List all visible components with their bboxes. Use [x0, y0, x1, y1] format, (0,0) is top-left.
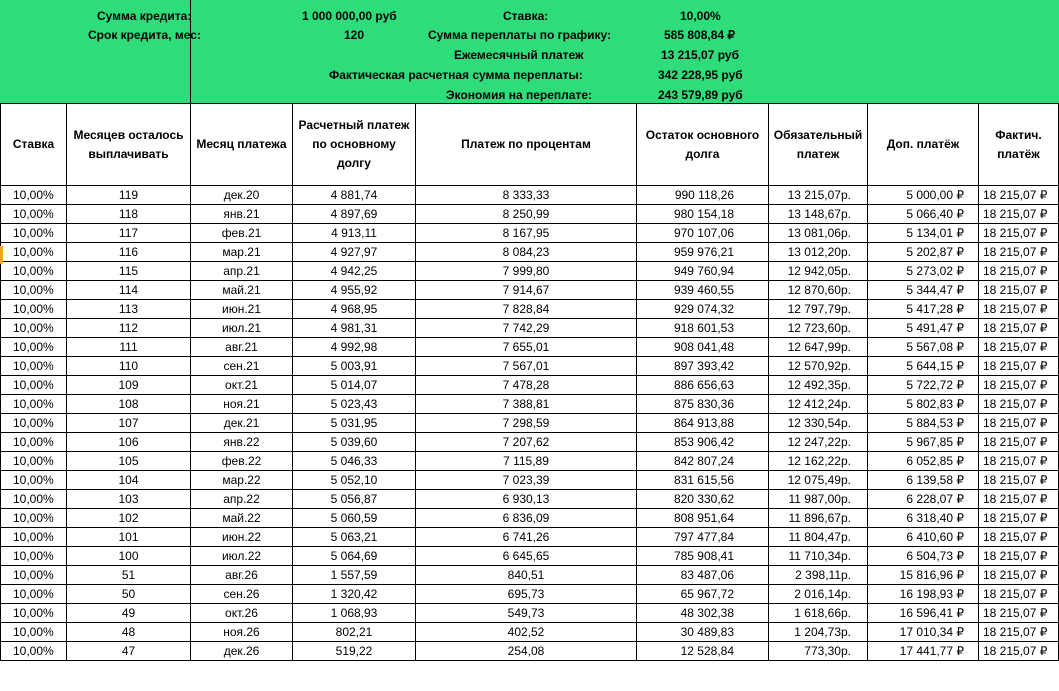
cell-extra-payment[interactable]: 5 134,01 ₽ [868, 224, 979, 243]
cell-actual-payment[interactable]: 18 215,07 ₽ [979, 604, 1059, 623]
cell-rate[interactable]: 10,00% [1, 604, 67, 623]
cell-actual-payment[interactable]: 18 215,07 ₽ [979, 490, 1059, 509]
cell-payment-month[interactable]: май.22 [191, 509, 293, 528]
cell-extra-payment[interactable]: 5 491,47 ₽ [868, 319, 979, 338]
table-row [1, 395, 1059, 414]
cell-interest-payment[interactable]: 7 298,59 [416, 414, 637, 433]
cell-actual-payment[interactable]: 18 215,07 ₽ [979, 471, 1059, 490]
cell-interest-payment[interactable]: 7 999,80 [416, 262, 637, 281]
cell-months-left[interactable]: 101 [67, 528, 191, 547]
cell-extra-payment[interactable]: 15 816,96 ₽ [868, 566, 979, 585]
cell-principal-payment[interactable]: 802,21 [293, 623, 416, 642]
cell-interest-payment[interactable]: 6 836,09 [416, 509, 637, 528]
cell-required-payment[interactable]: 2 016,14р. [769, 585, 868, 604]
cell-interest-payment[interactable]: 7 567,01 [416, 357, 637, 376]
cell-interest-payment[interactable]: 8 333,33 [416, 186, 637, 205]
cell-months-left[interactable]: 47 [67, 642, 191, 661]
cell-rate[interactable]: 10,00% [1, 338, 67, 357]
cell-principal-payment[interactable]: 5 031,95 [293, 414, 416, 433]
cell-extra-payment[interactable]: 5 567,08 ₽ [868, 338, 979, 357]
cell-interest-payment[interactable]: 7 388,81 [416, 395, 637, 414]
cell-rate[interactable]: 10,00% [1, 281, 67, 300]
table-row [1, 642, 1059, 661]
table-row [1, 433, 1059, 452]
cell-remaining-principal[interactable]: 83 487,06 [637, 566, 769, 585]
cell-principal-payment[interactable]: 1 557,59 [293, 566, 416, 585]
cell-payment-month[interactable]: июн.22 [191, 528, 293, 547]
table-row [1, 604, 1059, 623]
cell-actual-payment[interactable]: 18 215,07 ₽ [979, 262, 1059, 281]
cell-actual-payment[interactable]: 18 215,07 ₽ [979, 414, 1059, 433]
cell-remaining-principal[interactable]: 886 656,63 [637, 376, 769, 395]
header-interest-payment[interactable]: Платеж по процентам [416, 104, 637, 186]
cell-actual-payment[interactable]: 18 215,07 ₽ [979, 509, 1059, 528]
cell-interest-payment[interactable]: 254,08 [416, 642, 637, 661]
cell-remaining-principal[interactable]: 980 154,18 [637, 205, 769, 224]
cell-remaining-principal[interactable]: 864 913,88 [637, 414, 769, 433]
cell-actual-payment[interactable]: 18 215,07 ₽ [979, 642, 1059, 661]
cell-rate[interactable]: 10,00% [1, 319, 67, 338]
table-row [1, 376, 1059, 395]
cell-rate[interactable]: 10,00% [1, 566, 67, 585]
cell-required-payment[interactable]: 12 723,60р. [769, 319, 868, 338]
cell-payment-month[interactable]: сен.21 [191, 357, 293, 376]
loan-amount-label: Сумма кредита: [97, 9, 192, 23]
table-row [1, 471, 1059, 490]
header-principal-payment[interactable]: Расчетный платеж по основному долгу [293, 104, 416, 186]
table-row [1, 338, 1059, 357]
cell-required-payment[interactable]: 11 710,34р. [769, 547, 868, 566]
loan-amount-value[interactable]: 1 000 000,00 руб [302, 9, 397, 23]
cell-actual-payment[interactable]: 18 215,07 ₽ [979, 585, 1059, 604]
cell-remaining-principal[interactable]: 959 976,21 [637, 243, 769, 262]
cell-extra-payment[interactable]: 5 967,85 ₽ [868, 433, 979, 452]
cell-actual-payment[interactable]: 18 215,07 ₽ [979, 433, 1059, 452]
savings-label: Экономия на переплате: [446, 88, 592, 102]
cell-payment-month[interactable]: ноя.21 [191, 395, 293, 414]
cell-interest-payment[interactable]: 7 655,01 [416, 338, 637, 357]
cell-principal-payment[interactable]: 5 046,33 [293, 452, 416, 471]
table-row [1, 224, 1059, 243]
cell-months-left[interactable]: 107 [67, 414, 191, 433]
cell-months-left[interactable]: 105 [67, 452, 191, 471]
cell-extra-payment[interactable]: 5 202,87 ₽ [868, 243, 979, 262]
cell-months-left[interactable]: 102 [67, 509, 191, 528]
cell-required-payment[interactable]: 11 804,47р. [769, 528, 868, 547]
cell-rate[interactable]: 10,00% [1, 357, 67, 376]
cell-remaining-principal[interactable]: 853 906,42 [637, 433, 769, 452]
cell-months-left[interactable]: 49 [67, 604, 191, 623]
table-row [1, 205, 1059, 224]
cell-required-payment[interactable]: 2 398,11р. [769, 566, 868, 585]
cell-interest-payment[interactable]: 8 250,99 [416, 205, 637, 224]
cell-remaining-principal[interactable]: 797 477,84 [637, 528, 769, 547]
cell-payment-month[interactable]: июн.21 [191, 300, 293, 319]
cell-principal-payment[interactable]: 5 003,91 [293, 357, 416, 376]
cell-interest-payment[interactable]: 7 115,89 [416, 452, 637, 471]
cell-extra-payment[interactable]: 5 722,72 ₽ [868, 376, 979, 395]
cell-payment-month[interactable]: сен.26 [191, 585, 293, 604]
cell-principal-payment[interactable]: 5 052,10 [293, 471, 416, 490]
cell-interest-payment[interactable]: 7 914,67 [416, 281, 637, 300]
loan-term-value[interactable]: 120 [344, 28, 365, 42]
cell-interest-payment[interactable]: 7 207,62 [416, 433, 637, 452]
cell-rate[interactable]: 10,00% [1, 262, 67, 281]
table-row [1, 414, 1059, 433]
table-row [1, 357, 1059, 376]
rate-label: Ставка: [503, 9, 549, 23]
cell-extra-payment[interactable]: 16 198,93 ₽ [868, 585, 979, 604]
cell-required-payment[interactable]: 12 492,35р. [769, 376, 868, 395]
cell-extra-payment[interactable]: 17 441,77 ₽ [868, 642, 979, 661]
cell-payment-month[interactable]: авг.21 [191, 338, 293, 357]
cell-payment-month[interactable]: дек.21 [191, 414, 293, 433]
cell-months-left[interactable]: 114 [67, 281, 191, 300]
cell-rate[interactable]: 10,00% [1, 395, 67, 414]
cell-extra-payment[interactable]: 5 000,00 ₽ [868, 186, 979, 205]
cell-remaining-principal[interactable]: 949 760,94 [637, 262, 769, 281]
cell-months-left[interactable]: 106 [67, 433, 191, 452]
cell-payment-month[interactable]: окт.26 [191, 604, 293, 623]
cell-required-payment[interactable]: 11 896,67р. [769, 509, 868, 528]
cell-remaining-principal[interactable]: 30 489,83 [637, 623, 769, 642]
header-actual-payment[interactable]: Фактич. платёж [979, 104, 1059, 186]
monthly-payment-value[interactable]: 13 215,07 руб [661, 48, 739, 62]
cell-principal-payment[interactable]: 4 913,11 [293, 224, 416, 243]
cell-payment-month[interactable]: июл.22 [191, 547, 293, 566]
table-row [1, 490, 1059, 509]
cell-rate[interactable]: 10,00% [1, 452, 67, 471]
cell-required-payment[interactable]: 13 012,20р. [769, 243, 868, 262]
payment-schedule-table [0, 103, 1059, 661]
cell-payment-month[interactable]: мар.22 [191, 471, 293, 490]
cell-rate[interactable]: 10,00% [1, 186, 67, 205]
cell-actual-payment[interactable]: 18 215,07 ₽ [979, 547, 1059, 566]
cell-extra-payment[interactable]: 5 644,15 ₽ [868, 357, 979, 376]
cell-interest-payment[interactable]: 6 741,26 [416, 528, 637, 547]
table-row [1, 300, 1059, 319]
header-row [1, 104, 1059, 186]
cell-extra-payment[interactable]: 6 139,58 ₽ [868, 471, 979, 490]
cell-rate[interactable]: 10,00% [1, 547, 67, 566]
cell-interest-payment[interactable]: 695,73 [416, 585, 637, 604]
cell-required-payment[interactable]: 13 148,67р. [769, 205, 868, 224]
cell-rate[interactable]: 10,00% [1, 243, 67, 262]
header-extra-payment[interactable]: Доп. платёж [868, 104, 979, 186]
cell-remaining-principal[interactable]: 842 807,24 [637, 452, 769, 471]
row-selection-marker [0, 246, 3, 264]
header-required-payment[interactable]: Обязательный платеж [769, 104, 868, 186]
cell-actual-payment[interactable]: 18 215,07 ₽ [979, 452, 1059, 471]
cell-payment-month[interactable]: дек.20 [191, 186, 293, 205]
cell-extra-payment[interactable]: 5 884,53 ₽ [868, 414, 979, 433]
table-row [1, 281, 1059, 300]
cell-rate[interactable]: 10,00% [1, 205, 67, 224]
cell-remaining-principal[interactable]: 831 615,56 [637, 471, 769, 490]
cell-actual-payment[interactable]: 18 215,07 ₽ [979, 205, 1059, 224]
rate-value[interactable]: 10,00% [680, 9, 721, 23]
monthly-payment-label: Ежемесячный платеж [454, 48, 584, 62]
cell-principal-payment[interactable]: 5 063,21 [293, 528, 416, 547]
table-row [1, 186, 1059, 205]
cell-actual-payment[interactable]: 18 215,07 ₽ [979, 186, 1059, 205]
cell-months-left[interactable]: 119 [67, 186, 191, 205]
cell-payment-month[interactable]: апр.21 [191, 262, 293, 281]
loan-term-label: Срок кредита, мес: [88, 28, 201, 42]
cell-interest-payment[interactable]: 840,51 [416, 566, 637, 585]
cell-remaining-principal[interactable]: 65 967,72 [637, 585, 769, 604]
cell-required-payment[interactable]: 11 987,00р. [769, 490, 868, 509]
cell-principal-payment[interactable]: 1 320,42 [293, 585, 416, 604]
cell-required-payment[interactable]: 12 570,92р. [769, 357, 868, 376]
cell-extra-payment[interactable]: 5 344,47 ₽ [868, 281, 979, 300]
cell-remaining-principal[interactable]: 897 393,42 [637, 357, 769, 376]
table-row [1, 547, 1059, 566]
cell-principal-payment[interactable]: 4 942,25 [293, 262, 416, 281]
cell-actual-payment[interactable]: 18 215,07 ₽ [979, 319, 1059, 338]
table-row [1, 623, 1059, 642]
cell-extra-payment[interactable]: 5 417,28 ₽ [868, 300, 979, 319]
cell-extra-payment[interactable]: 16 596,41 ₽ [868, 604, 979, 623]
cell-remaining-principal[interactable]: 970 107,06 [637, 224, 769, 243]
cell-months-left[interactable]: 50 [67, 585, 191, 604]
cell-required-payment[interactable]: 12 870,60р. [769, 281, 868, 300]
cell-interest-payment[interactable]: 8 084,23 [416, 243, 637, 262]
cell-remaining-principal[interactable]: 48 302,38 [637, 604, 769, 623]
cell-required-payment[interactable]: 12 942,05р. [769, 262, 868, 281]
cell-required-payment[interactable]: 773,30р. [769, 642, 868, 661]
cell-interest-payment[interactable]: 6 930,13 [416, 490, 637, 509]
table-row [1, 452, 1059, 471]
cell-payment-month[interactable]: янв.22 [191, 433, 293, 452]
cell-rate[interactable]: 10,00% [1, 642, 67, 661]
header-remaining-principal[interactable]: Остаток основного долга [637, 104, 769, 186]
cell-rate[interactable]: 10,00% [1, 471, 67, 490]
cell-rate[interactable]: 10,00% [1, 623, 67, 642]
cell-rate[interactable]: 10,00% [1, 433, 67, 452]
cell-remaining-principal[interactable]: 929 074,32 [637, 300, 769, 319]
cell-extra-payment[interactable]: 6 052,85 ₽ [868, 452, 979, 471]
cell-principal-payment[interactable]: 4 981,31 [293, 319, 416, 338]
cell-remaining-principal[interactable]: 808 951,64 [637, 509, 769, 528]
cell-payment-month[interactable]: ноя.26 [191, 623, 293, 642]
cell-required-payment[interactable]: 1 618,66р. [769, 604, 868, 623]
cell-extra-payment[interactable]: 5 273,02 ₽ [868, 262, 979, 281]
cell-required-payment[interactable]: 13 081,06р. [769, 224, 868, 243]
loan-summary-block [0, 0, 1059, 103]
cell-principal-payment[interactable]: 4 968,95 [293, 300, 416, 319]
cell-remaining-principal[interactable]: 939 460,55 [637, 281, 769, 300]
cell-rate[interactable]: 10,00% [1, 585, 67, 604]
cell-payment-month[interactable]: окт.21 [191, 376, 293, 395]
cell-payment-month[interactable]: мар.21 [191, 243, 293, 262]
cell-interest-payment[interactable]: 8 167,95 [416, 224, 637, 243]
cell-principal-payment[interactable]: 5 064,69 [293, 547, 416, 566]
cell-rate[interactable]: 10,00% [1, 224, 67, 243]
table-row [1, 566, 1059, 585]
cell-remaining-principal[interactable]: 990 118,26 [637, 186, 769, 205]
cell-interest-payment[interactable]: 7 742,29 [416, 319, 637, 338]
actual-overpay-value[interactable]: 342 228,95 руб [658, 68, 743, 82]
cell-remaining-principal[interactable]: 908 041,48 [637, 338, 769, 357]
cell-required-payment[interactable]: 12 330,54р. [769, 414, 868, 433]
cell-required-payment[interactable]: 12 647,99р. [769, 338, 868, 357]
cell-months-left[interactable]: 104 [67, 471, 191, 490]
cell-remaining-principal[interactable]: 875 830,36 [637, 395, 769, 414]
cell-principal-payment[interactable]: 5 056,87 [293, 490, 416, 509]
header-months-left[interactable]: Месяцев осталось выплачивать [67, 104, 191, 186]
cell-principal-payment[interactable]: 4 955,92 [293, 281, 416, 300]
cell-rate[interactable]: 10,00% [1, 509, 67, 528]
cell-months-left[interactable]: 116 [67, 243, 191, 262]
cell-principal-payment[interactable]: 4 881,74 [293, 186, 416, 205]
cell-required-payment[interactable]: 12 162,22р. [769, 452, 868, 471]
cell-rate[interactable]: 10,00% [1, 490, 67, 509]
table-row [1, 319, 1059, 338]
cell-actual-payment[interactable]: 18 215,07 ₽ [979, 338, 1059, 357]
cell-required-payment[interactable]: 12 797,79р. [769, 300, 868, 319]
cell-principal-payment[interactable]: 4 992,98 [293, 338, 416, 357]
cell-months-left[interactable]: 117 [67, 224, 191, 243]
cell-interest-payment[interactable]: 7 478,28 [416, 376, 637, 395]
cell-principal-payment[interactable]: 4 897,69 [293, 205, 416, 224]
cell-principal-payment[interactable]: 4 927,97 [293, 243, 416, 262]
cell-months-left[interactable]: 100 [67, 547, 191, 566]
cell-months-left[interactable]: 111 [67, 338, 191, 357]
cell-months-left[interactable]: 110 [67, 357, 191, 376]
cell-actual-payment[interactable]: 18 215,07 ₽ [979, 243, 1059, 262]
cell-extra-payment[interactable]: 6 504,73 ₽ [868, 547, 979, 566]
cell-interest-payment[interactable]: 7 828,84 [416, 300, 637, 319]
table-row [1, 509, 1059, 528]
table-row [1, 243, 1059, 262]
cell-required-payment[interactable]: 12 412,24р. [769, 395, 868, 414]
cell-required-payment[interactable]: 13 215,07р. [769, 186, 868, 205]
cell-actual-payment[interactable]: 18 215,07 ₽ [979, 528, 1059, 547]
cell-payment-month[interactable]: авг.26 [191, 566, 293, 585]
cell-principal-payment[interactable]: 5 023,43 [293, 395, 416, 414]
table-row [1, 262, 1059, 281]
table-row [1, 528, 1059, 547]
header-rate[interactable]: Ставка [1, 104, 67, 186]
cell-extra-payment[interactable]: 6 228,07 ₽ [868, 490, 979, 509]
cell-actual-payment[interactable]: 18 215,07 ₽ [979, 300, 1059, 319]
cell-remaining-principal[interactable]: 785 908,41 [637, 547, 769, 566]
cell-payment-month[interactable]: дек.26 [191, 642, 293, 661]
cell-principal-payment[interactable]: 5 039,60 [293, 433, 416, 452]
cell-actual-payment[interactable]: 18 215,07 ₽ [979, 376, 1059, 395]
table-row [1, 585, 1059, 604]
scheduled-overpay-label: Сумма переплаты по графику: [428, 28, 612, 42]
cell-remaining-principal[interactable]: 820 330,62 [637, 490, 769, 509]
cell-actual-payment[interactable]: 18 215,07 ₽ [979, 623, 1059, 642]
cell-principal-payment[interactable]: 1 068,93 [293, 604, 416, 623]
cell-interest-payment[interactable]: 402,52 [416, 623, 637, 642]
savings-value[interactable]: 243 579,89 руб [658, 88, 743, 102]
cell-required-payment[interactable]: 12 247,22р. [769, 433, 868, 452]
cell-principal-payment[interactable]: 519,22 [293, 642, 416, 661]
cell-rate[interactable]: 10,00% [1, 376, 67, 395]
cell-principal-payment[interactable]: 5 060,59 [293, 509, 416, 528]
cell-months-left[interactable]: 51 [67, 566, 191, 585]
cell-extra-payment[interactable]: 17 010,34 ₽ [868, 623, 979, 642]
cell-months-left[interactable]: 112 [67, 319, 191, 338]
cell-rate[interactable]: 10,00% [1, 300, 67, 319]
cell-actual-payment[interactable]: 18 215,07 ₽ [979, 224, 1059, 243]
cell-interest-payment[interactable]: 549,73 [416, 604, 637, 623]
cell-principal-payment[interactable]: 5 014,07 [293, 376, 416, 395]
cell-payment-month[interactable]: май.21 [191, 281, 293, 300]
cell-months-left[interactable]: 115 [67, 262, 191, 281]
cell-extra-payment[interactable]: 6 410,60 ₽ [868, 528, 979, 547]
cell-months-left[interactable]: 48 [67, 623, 191, 642]
actual-overpay-label: Фактическая расчетная сумма переплаты: [329, 68, 583, 82]
cell-remaining-principal[interactable]: 918 601,53 [637, 319, 769, 338]
cell-rate[interactable]: 10,00% [1, 414, 67, 433]
cell-actual-payment[interactable]: 18 215,07 ₽ [979, 395, 1059, 414]
cell-payment-month[interactable]: апр.22 [191, 490, 293, 509]
cell-rate[interactable]: 10,00% [1, 528, 67, 547]
cell-actual-payment[interactable]: 18 215,07 ₽ [979, 357, 1059, 376]
cell-actual-payment[interactable]: 18 215,07 ₽ [979, 281, 1059, 300]
cell-extra-payment[interactable]: 5 802,83 ₽ [868, 395, 979, 414]
cell-actual-payment[interactable]: 18 215,07 ₽ [979, 566, 1059, 585]
cell-extra-payment[interactable]: 6 318,40 ₽ [868, 509, 979, 528]
cell-required-payment[interactable]: 1 204,73р. [769, 623, 868, 642]
cell-months-left[interactable]: 118 [67, 205, 191, 224]
cell-payment-month[interactable]: июл.21 [191, 319, 293, 338]
cell-extra-payment[interactable]: 5 066,40 ₽ [868, 205, 979, 224]
cell-payment-month[interactable]: фев.21 [191, 224, 293, 243]
cell-months-left[interactable]: 113 [67, 300, 191, 319]
cell-months-left[interactable]: 108 [67, 395, 191, 414]
cell-months-left[interactable]: 109 [67, 376, 191, 395]
cell-payment-month[interactable]: янв.21 [191, 205, 293, 224]
cell-interest-payment[interactable]: 6 645,65 [416, 547, 637, 566]
scheduled-overpay-value[interactable]: 585 808,84 ₽ [664, 28, 736, 42]
header-payment-month[interactable]: Месяц платежа [191, 104, 293, 186]
cell-required-payment[interactable]: 12 075,49р. [769, 471, 868, 490]
cell-months-left[interactable]: 103 [67, 490, 191, 509]
cell-payment-month[interactable]: фев.22 [191, 452, 293, 471]
cell-interest-payment[interactable]: 7 023,39 [416, 471, 637, 490]
cell-remaining-principal[interactable]: 12 528,84 [637, 642, 769, 661]
